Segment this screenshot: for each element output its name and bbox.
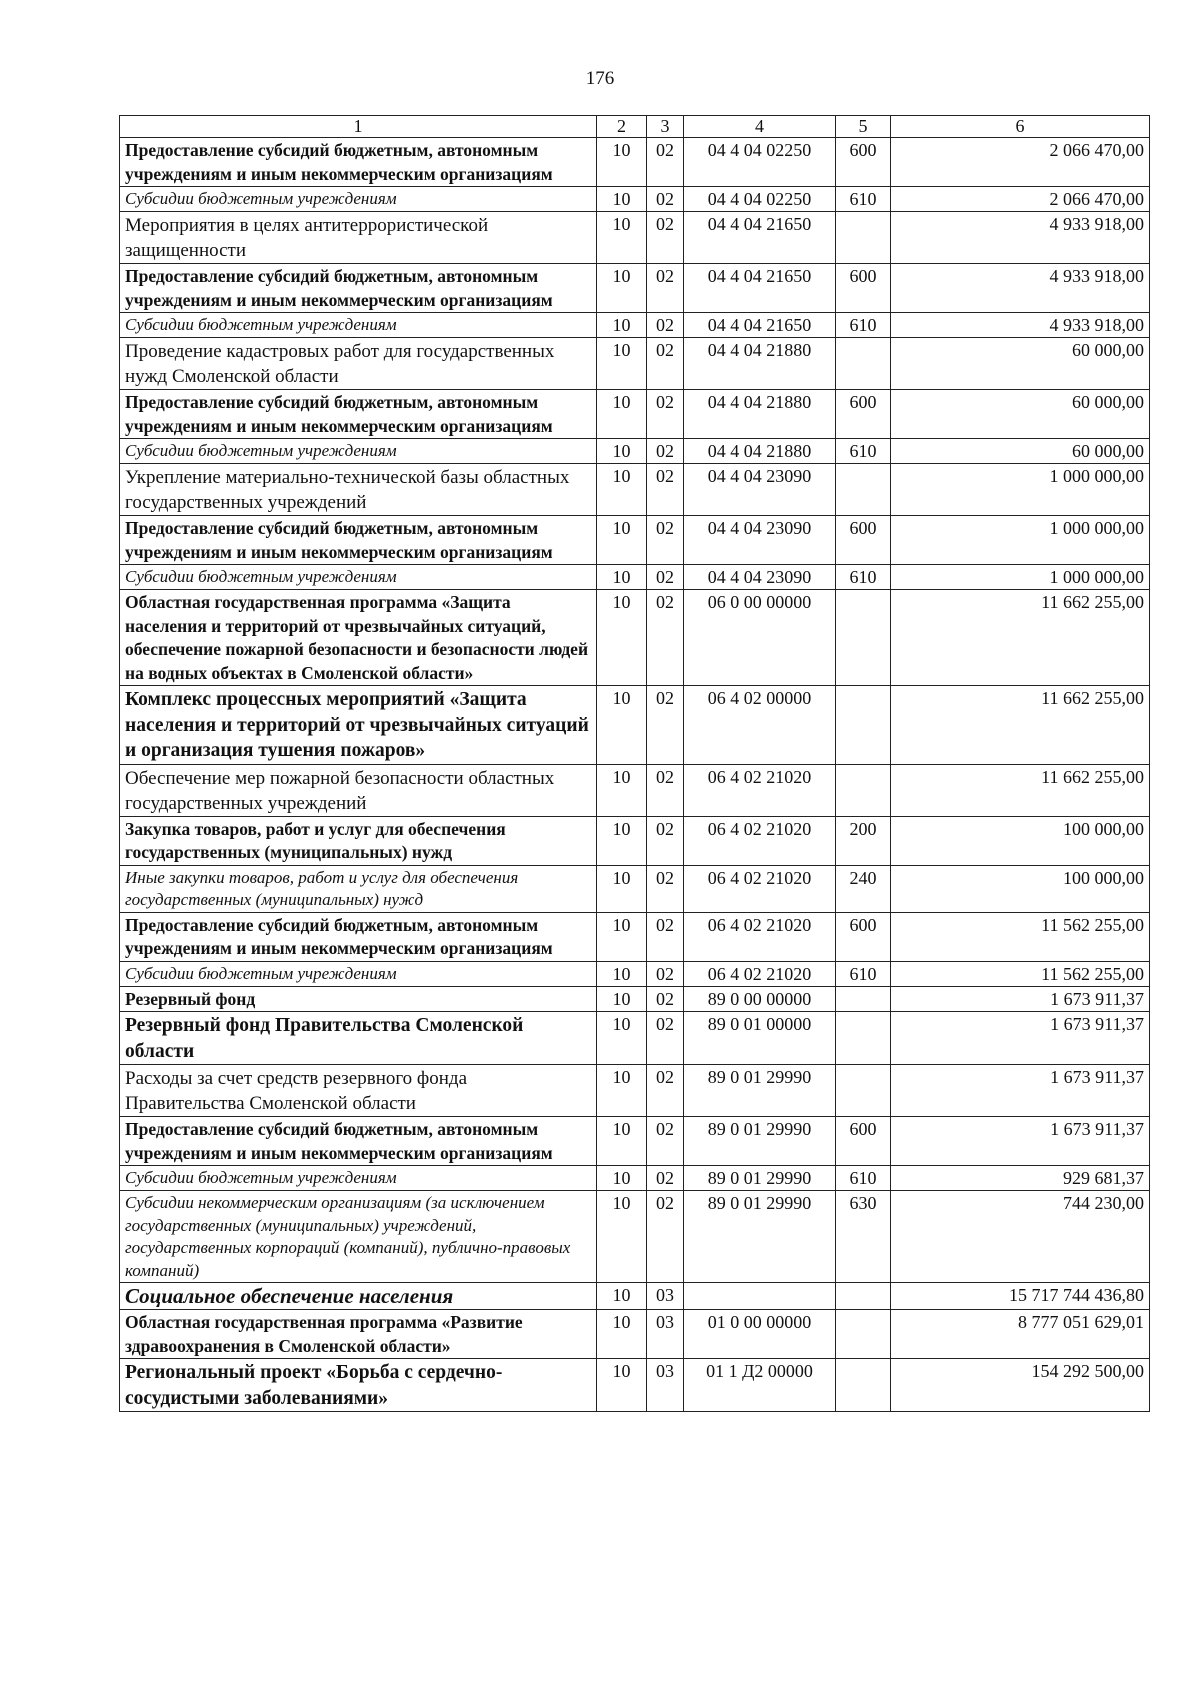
- table-row: [120, 464, 1150, 516]
- section-code-cell: 10: [597, 1191, 647, 1283]
- section-code-cell: 10: [597, 138, 647, 187]
- target-article-cell: 89 0 01 00000: [684, 1012, 836, 1065]
- table-row: [120, 986, 1150, 1012]
- section-code-cell: 10: [597, 565, 647, 590]
- subsection-code-cell: 02: [647, 516, 684, 565]
- target-article-cell: 01 0 00 00000: [684, 1310, 836, 1359]
- table-row: [120, 865, 1150, 912]
- subsection-code-cell: 02: [647, 187, 684, 212]
- expense-type-cell: 610: [836, 1166, 891, 1191]
- subsection-code-cell: 02: [647, 313, 684, 338]
- subsection-code-cell: 03: [647, 1359, 684, 1412]
- expense-type-cell: [836, 1065, 891, 1117]
- table-row: [120, 961, 1150, 986]
- expense-type-cell: [836, 1359, 891, 1412]
- target-article-cell: 89 0 01 29990: [684, 1117, 836, 1166]
- table-row: [120, 764, 1150, 816]
- amount-cell: 154 292 500,00: [891, 1359, 1150, 1412]
- section-code-cell: 10: [597, 264, 647, 313]
- expense-type-cell: [836, 212, 891, 264]
- table-header-row: [120, 116, 1150, 138]
- table-row: [120, 1310, 1150, 1359]
- target-article-cell: 06 4 02 21020: [684, 912, 836, 961]
- target-article-cell: 04 4 04 02250: [684, 187, 836, 212]
- subsection-code-cell: 02: [647, 686, 684, 765]
- subsection-code-cell: 02: [647, 1012, 684, 1065]
- expense-type-cell: [836, 1283, 891, 1310]
- row-name-cell: Комплекс процессных мероприятий «Защита населения и территорий от чрезвычайных ситуаций и организация тушения пожаров»: [120, 686, 597, 765]
- section-code-cell: 10: [597, 390, 647, 439]
- subsection-code-cell: 02: [647, 764, 684, 816]
- section-code-cell: 10: [597, 1065, 647, 1117]
- row-name-cell: Предоставление субсидий бюджетным, автономным учреждениям и иным некоммерческим организациям: [120, 138, 597, 187]
- table-row: [120, 1065, 1150, 1117]
- subsection-code-cell: 02: [647, 961, 684, 986]
- table-row: [120, 816, 1150, 865]
- expense-type-cell: 610: [836, 565, 891, 590]
- table-row: [120, 1359, 1150, 1412]
- row-name-cell: Субсидии бюджетным учреждениям: [120, 313, 597, 338]
- table-row: [120, 1012, 1150, 1065]
- target-article-cell: 06 4 02 21020: [684, 961, 836, 986]
- amount-cell: 60 000,00: [891, 338, 1150, 390]
- subsection-code-cell: 02: [647, 138, 684, 187]
- target-article-cell: 06 4 02 00000: [684, 686, 836, 765]
- subsection-code-cell: 02: [647, 464, 684, 516]
- expense-type-cell: 610: [836, 187, 891, 212]
- section-code-cell: 10: [597, 338, 647, 390]
- table-row: [120, 138, 1150, 187]
- row-name-cell: Расходы за счет средств резервного фонда Правительства Смоленской области: [120, 1065, 597, 1117]
- row-name-cell: Предоставление субсидий бюджетным, автономным учреждениям и иным некоммерческим организациям: [120, 390, 597, 439]
- expense-type-cell: 600: [836, 912, 891, 961]
- target-article-cell: 04 4 04 21650: [684, 212, 836, 264]
- expense-type-cell: 610: [836, 313, 891, 338]
- table-row: [120, 565, 1150, 590]
- amount-cell: 2 066 470,00: [891, 187, 1150, 212]
- expense-type-cell: [836, 986, 891, 1012]
- target-article-cell: 04 4 04 23090: [684, 464, 836, 516]
- row-name-cell: Региональный проект «Борьба с сердечно-сосудистыми заболеваниями»: [120, 1359, 597, 1412]
- section-code-cell: 10: [597, 764, 647, 816]
- row-name-cell: Предоставление субсидий бюджетным, автономным учреждениям и иным некоммерческим организациям: [120, 516, 597, 565]
- column-header: 6: [891, 116, 1150, 138]
- amount-cell: 744 230,00: [891, 1191, 1150, 1283]
- row-name-cell: Субсидии бюджетным учреждениям: [120, 961, 597, 986]
- section-code-cell: 10: [597, 516, 647, 565]
- page-number: 176: [585, 68, 615, 89]
- subsection-code-cell: 02: [647, 264, 684, 313]
- expense-type-cell: 610: [836, 961, 891, 986]
- amount-cell: 1 000 000,00: [891, 516, 1150, 565]
- amount-cell: 1 673 911,37: [891, 1012, 1150, 1065]
- section-code-cell: 10: [597, 865, 647, 912]
- section-code-cell: 10: [597, 1283, 647, 1310]
- target-article-cell: [684, 1283, 836, 1310]
- section-code-cell: 10: [597, 212, 647, 264]
- row-name-cell: Областная государственная программа «Защита населения и территорий от чрезвычайных ситуаций, обеспечение пожарной безопасности и безопасности людей на водных объектах в Смоленской области»: [120, 590, 597, 686]
- amount-cell: 4 933 918,00: [891, 313, 1150, 338]
- subsection-code-cell: 02: [647, 338, 684, 390]
- target-article-cell: 04 4 04 23090: [684, 565, 836, 590]
- subsection-code-cell: 02: [647, 1117, 684, 1166]
- row-name-cell: Областная государственная программа «Развитие здравоохранения в Смоленской области»: [120, 1310, 597, 1359]
- section-code-cell: 10: [597, 1117, 647, 1166]
- row-name-cell: Социальное обеспечение населения: [120, 1283, 597, 1310]
- expense-type-cell: 200: [836, 816, 891, 865]
- amount-cell: 1 673 911,37: [891, 1065, 1150, 1117]
- row-name-cell: Мероприятия в целях антитеррористической защищенности: [120, 212, 597, 264]
- target-article-cell: 04 4 04 21880: [684, 338, 836, 390]
- expense-type-cell: [836, 338, 891, 390]
- amount-cell: 100 000,00: [891, 816, 1150, 865]
- target-article-cell: 06 4 02 21020: [684, 816, 836, 865]
- target-article-cell: 06 4 02 21020: [684, 764, 836, 816]
- amount-cell: 8 777 051 629,01: [891, 1310, 1150, 1359]
- amount-cell: 60 000,00: [891, 390, 1150, 439]
- column-header: 5: [836, 116, 891, 138]
- table-row: [120, 1117, 1150, 1166]
- expense-type-cell: 600: [836, 264, 891, 313]
- section-code-cell: 10: [597, 961, 647, 986]
- subsection-code-cell: 02: [647, 816, 684, 865]
- subsection-code-cell: 02: [647, 865, 684, 912]
- target-article-cell: 06 4 02 21020: [684, 865, 836, 912]
- section-code-cell: 10: [597, 313, 647, 338]
- amount-cell: 2 066 470,00: [891, 138, 1150, 187]
- row-name-cell: Проведение кадастровых работ для государственных нужд Смоленской области: [120, 338, 597, 390]
- expense-type-cell: 600: [836, 138, 891, 187]
- row-name-cell: Субсидии бюджетным учреждениям: [120, 439, 597, 464]
- subsection-code-cell: 03: [647, 1310, 684, 1359]
- table-row: [120, 590, 1150, 686]
- section-code-cell: 10: [597, 816, 647, 865]
- expense-type-cell: 240: [836, 865, 891, 912]
- amount-cell: 11 562 255,00: [891, 961, 1150, 986]
- budget-table: [119, 115, 1150, 1412]
- expense-type-cell: [836, 464, 891, 516]
- amount-cell: 60 000,00: [891, 439, 1150, 464]
- expense-type-cell: [836, 686, 891, 765]
- subsection-code-cell: 02: [647, 986, 684, 1012]
- amount-cell: 100 000,00: [891, 865, 1150, 912]
- table-row: [120, 686, 1150, 765]
- table-row: [120, 390, 1150, 439]
- row-name-cell: Закупка товаров, работ и услуг для обеспечения государственных (муниципальных) нужд: [120, 816, 597, 865]
- target-article-cell: 89 0 01 29990: [684, 1065, 836, 1117]
- table-row: [120, 439, 1150, 464]
- subsection-code-cell: 02: [647, 1065, 684, 1117]
- section-code-cell: 10: [597, 1310, 647, 1359]
- target-article-cell: 89 0 01 29990: [684, 1191, 836, 1283]
- target-article-cell: 04 4 04 21880: [684, 439, 836, 464]
- row-name-cell: Предоставление субсидий бюджетным, автономным учреждениям и иным некоммерческим организациям: [120, 912, 597, 961]
- amount-cell: 15 717 744 436,80: [891, 1283, 1150, 1310]
- row-name-cell: Иные закупки товаров, работ и услуг для обеспечения государственных (муниципальных) нужд: [120, 865, 597, 912]
- table-body: [120, 138, 1150, 1412]
- row-name-cell: Субсидии бюджетным учреждениям: [120, 1166, 597, 1191]
- amount-cell: 4 933 918,00: [891, 264, 1150, 313]
- section-code-cell: 10: [597, 1012, 647, 1065]
- table-row: [120, 313, 1150, 338]
- target-article-cell: 01 1 Д2 00000: [684, 1359, 836, 1412]
- column-header: 4: [684, 116, 836, 138]
- column-header: 2: [597, 116, 647, 138]
- table-row: [120, 516, 1150, 565]
- column-header: 3: [647, 116, 684, 138]
- target-article-cell: 04 4 04 23090: [684, 516, 836, 565]
- target-article-cell: 04 4 04 21880: [684, 390, 836, 439]
- section-code-cell: 10: [597, 1166, 647, 1191]
- section-code-cell: 10: [597, 590, 647, 686]
- subsection-code-cell: 02: [647, 1166, 684, 1191]
- target-article-cell: 04 4 04 02250: [684, 138, 836, 187]
- expense-type-cell: 630: [836, 1191, 891, 1283]
- expense-type-cell: 600: [836, 390, 891, 439]
- row-name-cell: Субсидии некоммерческим организациям (за исключением государственных (муниципальных) учреждений, государственных корпораций (компаний), публично-правовых компаний): [120, 1191, 597, 1283]
- amount-cell: 929 681,37: [891, 1166, 1150, 1191]
- row-name-cell: Предоставление субсидий бюджетным, автономным учреждениям и иным некоммерческим организациям: [120, 264, 597, 313]
- target-article-cell: 89 0 00 00000: [684, 986, 836, 1012]
- subsection-code-cell: 02: [647, 390, 684, 439]
- section-code-cell: 10: [597, 464, 647, 516]
- table-row: [120, 912, 1150, 961]
- amount-cell: 11 662 255,00: [891, 764, 1150, 816]
- amount-cell: 1 000 000,00: [891, 464, 1150, 516]
- table-row: [120, 1283, 1150, 1310]
- table-row: [120, 212, 1150, 264]
- amount-cell: 1 000 000,00: [891, 565, 1150, 590]
- expense-type-cell: [836, 764, 891, 816]
- table-row: [120, 1191, 1150, 1283]
- amount-cell: 1 673 911,37: [891, 986, 1150, 1012]
- subsection-code-cell: 02: [647, 565, 684, 590]
- section-code-cell: 10: [597, 1359, 647, 1412]
- subsection-code-cell: 02: [647, 590, 684, 686]
- expense-type-cell: 600: [836, 1117, 891, 1166]
- expense-type-cell: [836, 590, 891, 686]
- row-name-cell: Субсидии бюджетным учреждениям: [120, 187, 597, 212]
- section-code-cell: 10: [597, 986, 647, 1012]
- expense-type-cell: [836, 1012, 891, 1065]
- amount-cell: 11 662 255,00: [891, 590, 1150, 686]
- target-article-cell: 04 4 04 21650: [684, 313, 836, 338]
- table-row: [120, 338, 1150, 390]
- amount-cell: 1 673 911,37: [891, 1117, 1150, 1166]
- subsection-code-cell: 02: [647, 912, 684, 961]
- row-name-cell: Резервный фонд: [120, 986, 597, 1012]
- row-name-cell: Укрепление материально-технической базы областных государственных учреждений: [120, 464, 597, 516]
- target-article-cell: 04 4 04 21650: [684, 264, 836, 313]
- column-header: 1: [120, 116, 597, 138]
- amount-cell: 4 933 918,00: [891, 212, 1150, 264]
- table-row: [120, 1166, 1150, 1191]
- table-row: [120, 187, 1150, 212]
- row-name-cell: Обеспечение мер пожарной безопасности областных государственных учреждений: [120, 764, 597, 816]
- row-name-cell: Предоставление субсидий бюджетным, автономным учреждениям и иным некоммерческим организациям: [120, 1117, 597, 1166]
- table-row: [120, 264, 1150, 313]
- amount-cell: 11 662 255,00: [891, 686, 1150, 765]
- expense-type-cell: 610: [836, 439, 891, 464]
- subsection-code-cell: 02: [647, 1191, 684, 1283]
- row-name-cell: Резервный фонд Правительства Смоленской области: [120, 1012, 597, 1065]
- subsection-code-cell: 02: [647, 439, 684, 464]
- target-article-cell: 89 0 01 29990: [684, 1166, 836, 1191]
- expense-type-cell: 600: [836, 516, 891, 565]
- target-article-cell: 06 0 00 00000: [684, 590, 836, 686]
- section-code-cell: 10: [597, 686, 647, 765]
- section-code-cell: 10: [597, 187, 647, 212]
- expense-type-cell: [836, 1310, 891, 1359]
- row-name-cell: Субсидии бюджетным учреждениям: [120, 565, 597, 590]
- section-code-cell: 10: [597, 912, 647, 961]
- section-code-cell: 10: [597, 439, 647, 464]
- subsection-code-cell: 02: [647, 212, 684, 264]
- subsection-code-cell: 03: [647, 1283, 684, 1310]
- amount-cell: 11 562 255,00: [891, 912, 1150, 961]
